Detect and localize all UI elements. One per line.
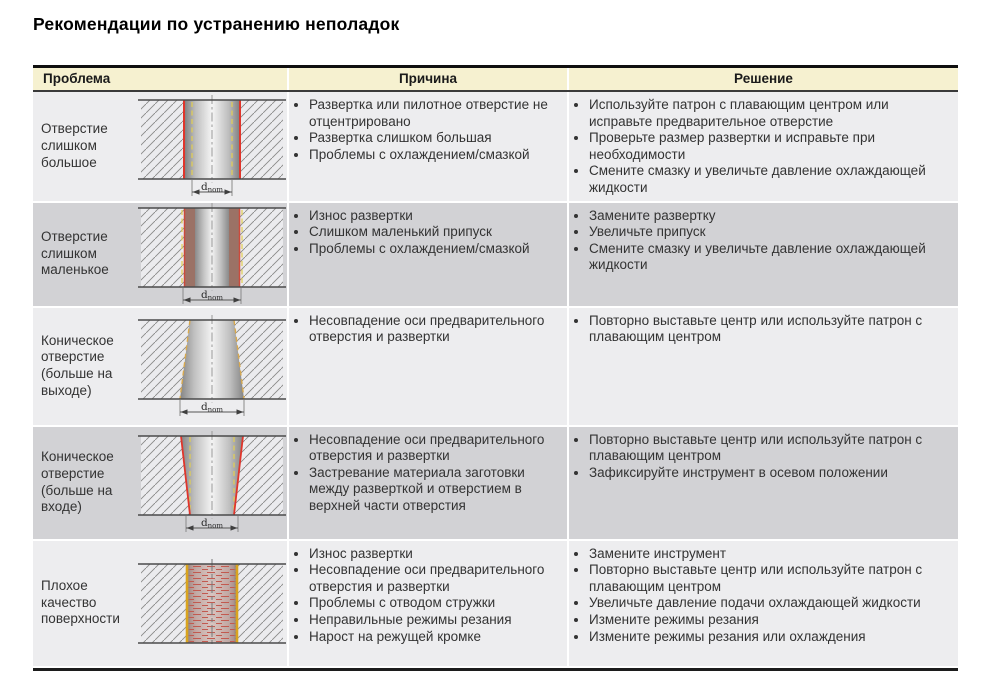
cause-item: • Застревание материала заготовки между разверткой и отверстием в верхней части отверстия — [309, 465, 551, 515]
solution-list — [574, 432, 934, 482]
problem-label: Коническое отверстие (больше на входе) — [41, 449, 114, 515]
hole-too-large-diagram — [137, 95, 287, 198]
solution-item: • Смените смазку и увеличьте давление охлаждающей жидкости — [589, 163, 934, 196]
solution-item: • Повторно выставьте центр или используйте патрон с плавающим центром — [589, 562, 934, 595]
cause-list — [294, 432, 551, 515]
cause-list — [294, 546, 551, 646]
cause-item: • Проблемы с охлаждением/смазкой — [309, 241, 551, 258]
solution-item: • Повторно выставьте центр или используйте патрон с плавающим центром — [589, 432, 934, 465]
solution-cell — [567, 541, 958, 666]
solution-item: • Измените режимы резания или охлаждения — [589, 629, 934, 646]
solution-list — [574, 97, 934, 197]
cause-item: • Проблемы с охлаждением/смазкой — [309, 147, 551, 164]
problem-label: Коническое отверстие (больше на выходе) — [41, 332, 114, 398]
cause-item: • Несовпадение оси предварительного отверстия и развертки — [309, 432, 551, 465]
diagram-container — [137, 203, 287, 306]
header-cell-problem: Проблема — [43, 71, 111, 86]
solution-item: • Измените режимы резания — [589, 612, 934, 629]
diagram-container — [137, 315, 287, 418]
problem-cell — [33, 92, 287, 201]
solution-item: • Увеличьте давление подачи охлаждающей жидкости — [589, 595, 934, 612]
solution-cell — [567, 308, 958, 425]
table-row — [33, 92, 958, 201]
cause-item: • Развертка или пилотное отверстие не отцентрировано — [309, 97, 551, 130]
solution-item: • Повторно выставьте центр или используйте патрон с плавающим центром — [589, 313, 934, 346]
troubleshooting-table — [33, 65, 958, 671]
solution-item: • Проверьте размер развертки и исправьте при необходимости — [589, 130, 934, 163]
poor-surface-finish-diagram — [137, 559, 287, 647]
table-row — [33, 201, 958, 306]
cause-cell — [287, 427, 567, 539]
cause-cell — [287, 92, 567, 201]
solution-list — [574, 546, 934, 646]
solution-item: • Замените развертку — [589, 208, 934, 225]
cause-list — [294, 313, 551, 346]
problem-cell — [33, 203, 287, 306]
cause-list — [294, 208, 551, 258]
solution-list — [574, 208, 934, 274]
solution-cell — [567, 203, 958, 306]
header-cell-cause: Причина — [287, 68, 567, 90]
solution-cell — [567, 427, 958, 539]
diagram-container — [137, 559, 287, 647]
problem-label: Отверстие слишком маленькое — [41, 228, 109, 278]
cause-cell — [287, 203, 567, 306]
problem-cell — [33, 541, 287, 666]
problem-cell — [33, 427, 287, 539]
cause-item: • Несовпадение оси предварительного отверстия и развертки — [309, 313, 551, 346]
cause-cell — [287, 308, 567, 425]
table-row — [33, 306, 958, 425]
problem-cell — [33, 308, 287, 425]
diagram-container — [137, 431, 287, 534]
cause-cell — [287, 541, 567, 666]
solution-item: • Используйте патрон с плавающим центром или исправьте предварительное отверстие — [589, 97, 934, 130]
problem-label: Отверстие слишком большое — [41, 121, 108, 170]
solution-cell — [567, 92, 958, 201]
solution-item: • Зафиксируйте инструмент в осевом положении — [589, 465, 934, 482]
hole-too-small-diagram — [137, 203, 287, 306]
solution-list — [574, 313, 934, 346]
taper-larger-at-entry-diagram — [137, 431, 287, 534]
solution-item: • Замените инструмент — [589, 546, 934, 563]
cause-item: • Неправильные режимы резания — [309, 612, 551, 629]
cause-list — [294, 97, 551, 163]
cause-item: • Слишком маленький припуск — [309, 224, 551, 241]
dimension-label: dnom — [200, 517, 224, 530]
header-cell-solution: Решение — [567, 68, 958, 90]
diagram-container — [137, 95, 287, 198]
cause-item: • Развертка слишком большая — [309, 130, 551, 147]
cause-item: • Нарост на режущей кромке — [309, 629, 551, 646]
problem-label: Плохое качество поверхности — [41, 577, 120, 627]
cause-item: • Износ развертки — [309, 208, 551, 225]
cause-item: • Несовпадение оси предварительного отверстия и развертки — [309, 562, 551, 595]
solution-item: • Увеличьте припуск — [589, 224, 934, 241]
dimension-label: dnom — [200, 180, 224, 194]
dimension-label: dnom — [200, 288, 224, 302]
page-title: Рекомендации по устранению неполадок — [33, 14, 400, 34]
taper-larger-at-exit-diagram — [137, 315, 287, 418]
dimension-label: dnom — [200, 400, 224, 414]
solution-item: • Смените смазку и увеличьте давление охлаждающей жидкости — [589, 241, 934, 274]
table-row — [33, 539, 958, 668]
cause-item: • Износ развертки — [309, 546, 551, 563]
cause-item: • Проблемы с отводом стружки — [309, 595, 551, 612]
table-row — [33, 425, 958, 539]
table-header-row — [33, 68, 958, 92]
